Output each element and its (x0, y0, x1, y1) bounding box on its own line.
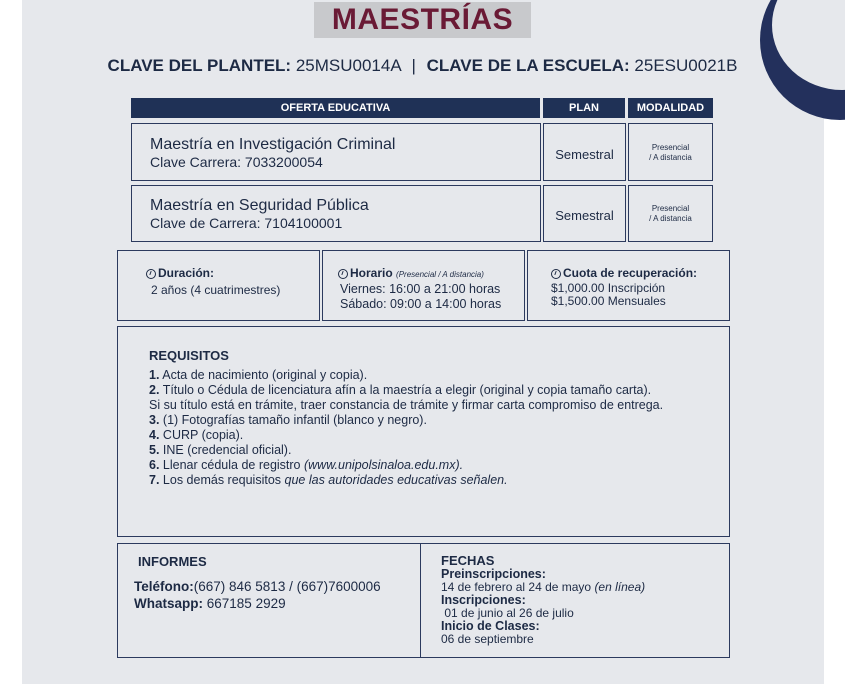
header-plan: PLAN (543, 98, 625, 118)
cuota-line-1: $1,000.00 Inscripción (551, 281, 666, 295)
requisitos-title: REQUISITOS (149, 348, 229, 363)
horario-label: Horario (350, 266, 393, 280)
clases-value: 06 de septiembre (441, 632, 534, 646)
horario-line-1: Viernes: 16:00 a 21:00 horas (340, 282, 501, 296)
page-title: MAESTRÍAS (331, 3, 514, 36)
whatsapp-line (134, 596, 286, 611)
cuota-box (527, 250, 730, 321)
horario-heading (338, 266, 484, 280)
fechas-title: FECHAS (441, 553, 495, 568)
program-name: Maestría en Seguridad Pública (150, 197, 369, 214)
telefono-label: Teléfono: (134, 579, 194, 594)
telefono-value: (667) 846 5813 / (667)7600006 (193, 579, 381, 594)
duracion-value: 2 años (4 cuatrimestres) (151, 283, 281, 297)
horario-line-2: Sábado: 09:00 a 14:00 horas (340, 297, 502, 311)
plan-value: Semestral (555, 147, 614, 162)
whatsapp-value: 667185 2929 (206, 596, 286, 611)
modalidad-line-1: Presencial (651, 204, 690, 213)
plantel-value: 25MSU0014A (295, 56, 401, 75)
requisito-item: 7. Los demás requisitos que las autoridades educativas señalen. (149, 473, 508, 487)
duracion-label: Duración: (158, 266, 215, 280)
program-clave: Clave de Carrera: 7104100001 (150, 215, 343, 231)
clave-separator: | (411, 56, 416, 75)
duracion-heading (146, 266, 214, 280)
claves-line (0, 56, 845, 76)
preinscripciones-note: (en línea) (594, 580, 646, 594)
informes-title: INFORMES (138, 554, 207, 569)
modalidad-line-2: / A distancia (649, 153, 692, 162)
requisito-item: 3. (1) Fotografías tamaño infantil (blanco y negro). (149, 413, 427, 427)
requisitos-list (149, 368, 709, 488)
plan-cell-2 (543, 185, 626, 242)
duracion-box (117, 250, 320, 321)
clock-icon (551, 269, 561, 279)
plantel-label: CLAVE DEL PLANTEL: (107, 56, 292, 75)
requisito-item: 6. Llenar cédula de registro (www.unipolsinaloa.edu.mx). (149, 458, 464, 472)
requisito-item: 2. Título o Cédula de licenciatura afín a la maestría a elegir (original y copia tamaño carta). (149, 383, 652, 397)
fechas-box (420, 543, 730, 658)
program-name: Maestría en Investigación Criminal (150, 136, 396, 153)
preinscripciones-label: Preinscripciones: (441, 567, 546, 581)
program-row-2 (131, 185, 541, 242)
requisito-item: 1. Acta de nacimiento (original y copia). (149, 368, 368, 382)
modalidad-line-1: Presencial (651, 143, 690, 152)
escuela-label: CLAVE DE LA ESCUELA: (426, 56, 630, 75)
horario-box (322, 250, 525, 321)
cuota-heading (551, 266, 697, 280)
cuota-label: Cuota de recuperación: (563, 266, 698, 280)
clases-label: Inicio de Clases: (441, 619, 540, 633)
program-row-1 (131, 123, 541, 181)
requisitos-box (117, 326, 730, 537)
clock-icon (146, 269, 156, 279)
plan-value: Semestral (555, 208, 614, 223)
informes-box (117, 543, 421, 658)
modalidad-line-2: / A distancia (649, 214, 692, 223)
header-modalidad: MODALIDAD (628, 98, 713, 118)
escuela-value: 25ESU0021B (634, 56, 738, 75)
header-oferta: OFERTA EDUCATIVA (131, 98, 540, 118)
clock-icon (338, 269, 348, 279)
plan-cell-1 (543, 123, 626, 181)
preinscripciones-value: 14 de febrero al 24 de mayo (441, 580, 595, 594)
whatsapp-label: Whatsapp: (134, 596, 203, 611)
inscripciones-value: 01 de junio al 26 de julio (441, 606, 574, 620)
cuota-line-2: $1,500.00 Mensuales (551, 294, 666, 308)
requisito-item: 5. INE (credencial oficial). (149, 443, 292, 457)
horario-note: (Presencial / A distancia) (396, 270, 484, 279)
modalidad-cell-1 (628, 123, 713, 181)
inscripciones-label: Inscripciones: (441, 593, 526, 607)
modalidad-cell-2 (628, 185, 713, 242)
fechas-block (441, 554, 645, 646)
program-clave: Clave Carrera: 7033200054 (150, 154, 323, 170)
requisito-item: 4. CURP (copia). (149, 428, 244, 442)
telefono-line (134, 579, 381, 594)
requisito-item: Si su título está en trámite, traer constancia de trámite y firmar carta compromiso de entrega. (149, 398, 664, 412)
